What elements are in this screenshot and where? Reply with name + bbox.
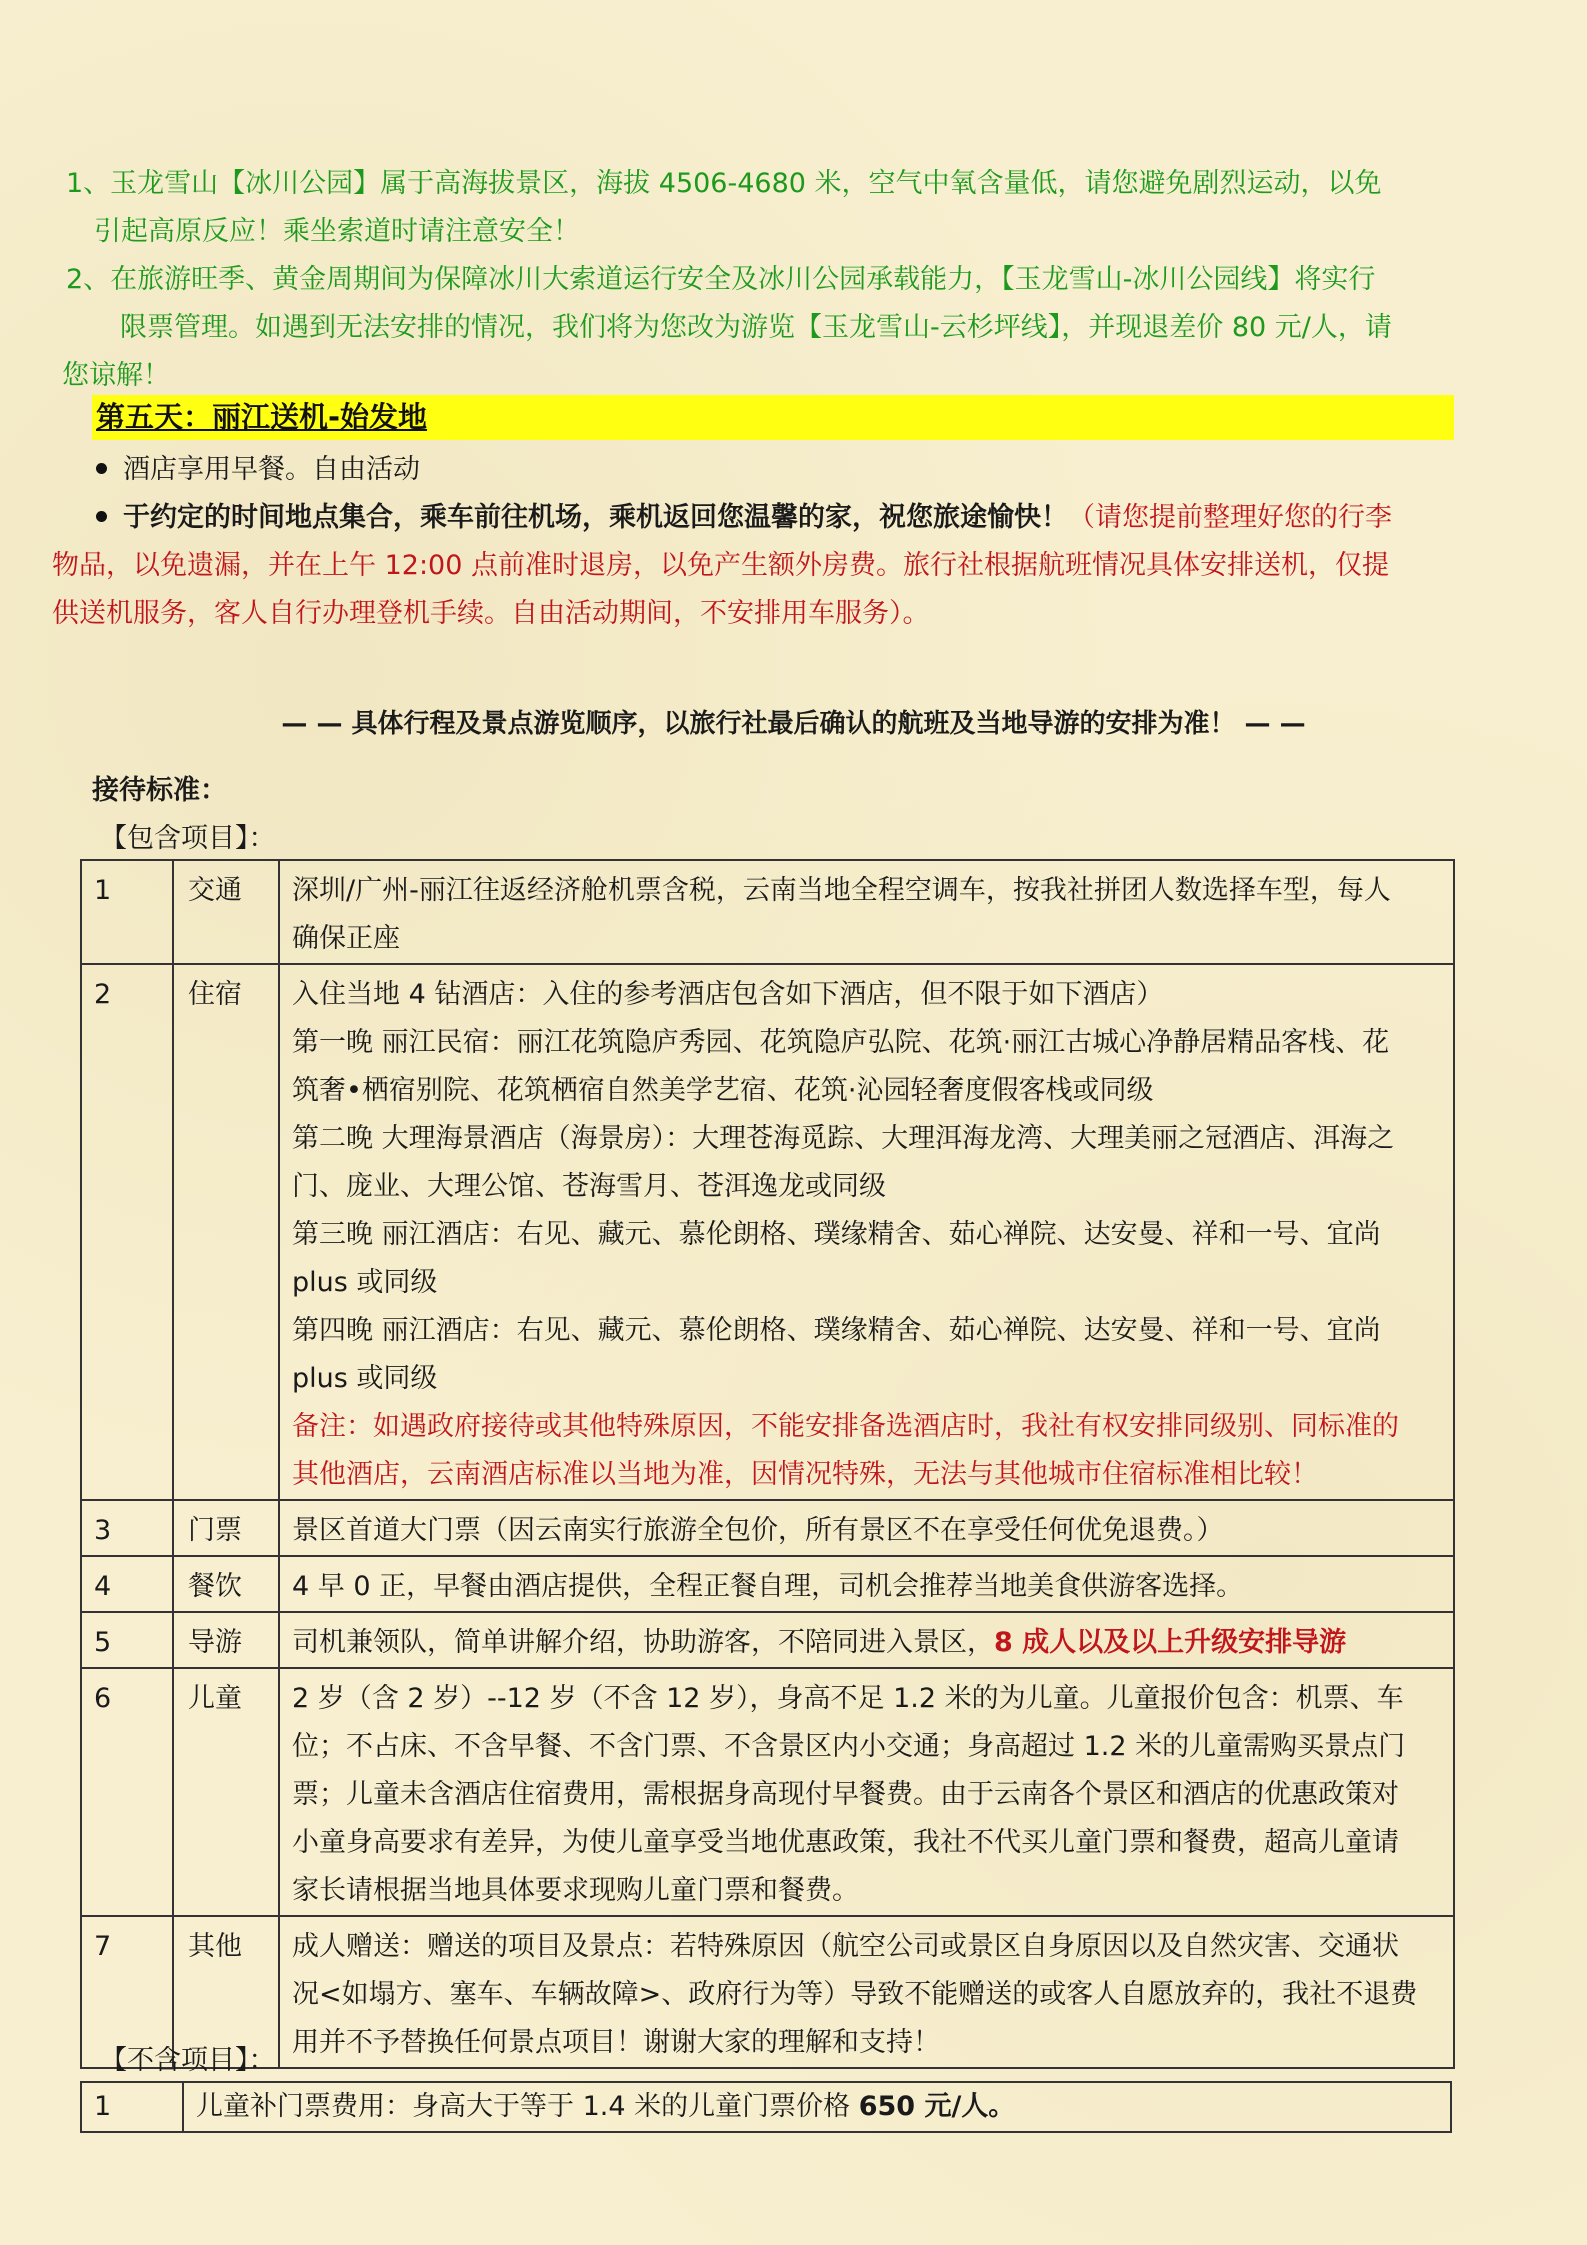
include-items-table — [80, 859, 1455, 2069]
table-row — [81, 1916, 1454, 2068]
table-row — [81, 1612, 1454, 1668]
content-line: 家长请根据当地具体要求现购儿童门票和餐费。 — [292, 1875, 859, 1906]
table-row — [81, 1668, 1454, 1916]
bullet-dot-icon — [96, 511, 107, 522]
row-category: 餐饮 — [173, 1556, 279, 1612]
bullet-item — [92, 446, 1462, 494]
note-line: 引起高原反应！乘坐索道时请注意安全！ — [94, 216, 580, 247]
content-line: 第三晚 丽江酒店：右见、藏元、慕伦朗格、璞缘精舍、茹心禅院、达安曼、祥和一号、宜尚 — [292, 1219, 1381, 1250]
content-line: 4 早 0 正，早餐由酒店提供，全程正餐自理，司机会推荐当地美食供游客选择。 — [292, 1571, 1244, 1602]
row-category: 交通 — [173, 860, 279, 964]
exclude-text: 儿童补门票费用：身高大于等于 1.4 米的儿童门票价格 — [196, 2091, 859, 2122]
note-line: 您谅解！ — [62, 360, 170, 391]
include-items-title: 【包含项目】： — [100, 823, 276, 854]
content-line: 况<如塌方、塞车、车辆故障>、政府行为等）导致不能赠送的或客人自愿放弃的，我社不退费 — [292, 1979, 1418, 2010]
bullet-red-text: 物品，以免遗漏，并在上午 12:00 点前准时退房，以免产生额外房费。旅行社根据航班情况具体安排送机，仅提 — [52, 550, 1389, 581]
reception-standard-title: 接待标准： — [92, 775, 227, 806]
day-five-banner: 第五天：丽江送机-始发地 — [92, 395, 1454, 440]
row-number: 7 — [81, 1916, 173, 2068]
row-content — [279, 860, 1454, 964]
row-content — [279, 1556, 1454, 1612]
content-line: 小童身高要求有差异，为使儿童享受当地优惠政策，我社不代买儿童门票和餐费，超高儿童请 — [292, 1827, 1399, 1858]
note-1 — [66, 160, 1461, 256]
row-content — [279, 1916, 1454, 2068]
hotel-remark-line: 备注：如遇政府接待或其他特殊原因，不能安排备选酒店时，我社有权安排同级别、同标准的 — [292, 1411, 1399, 1442]
table-row — [81, 964, 1454, 1500]
content-line: 确保正座 — [292, 923, 400, 954]
row-content — [183, 2082, 1451, 2132]
guide-upgrade-note: 8 成人以及以上升级安排导游 — [994, 1627, 1347, 1658]
row-number: 3 — [81, 1500, 173, 1556]
row-number: 4 — [81, 1556, 173, 1612]
content-line: 成人赠送：赠送的项目及景点：若特殊原因（航空公司或景区自身原因以及自然灾害、交通状 — [292, 1931, 1399, 1962]
row-category: 导游 — [173, 1612, 279, 1668]
content-line: 2 岁（含 2 岁）--12 岁（不含 12 岁），身高不足 1.2 米的为儿童。儿童报价包含：机票、车 — [292, 1683, 1404, 1714]
content-line: plus 或同级 — [292, 1363, 438, 1394]
content-line: 第二晚 大理海景酒店（海景房）：大理苍海觅踪、大理洱海龙湾、大理美丽之冠酒店、洱海之 — [292, 1123, 1395, 1154]
day-five-bullets — [52, 446, 1462, 638]
table-row — [81, 860, 1454, 964]
content-line: 第一晚 丽江民宿：丽江花筑隐庐秀园、花筑隐庐弘院、花筑·丽江古城心净静居精品客栈、花 — [292, 1027, 1390, 1058]
row-number: 1 — [81, 2082, 183, 2132]
note-2 — [62, 256, 1461, 400]
row-category: 门票 — [173, 1500, 279, 1556]
content-line: 票；儿童未含酒店住宿费用，需根据身高现付早餐费。由于云南各个景区和酒店的优惠政策对 — [292, 1779, 1399, 1810]
altitude-notes — [62, 160, 1461, 400]
content-line: 用并不予替换任何景点项目！谢谢大家的理解和支持！ — [292, 2027, 940, 2058]
row-number: 6 — [81, 1668, 173, 1916]
bullet-bold-text: 于约定的时间地点集合，乘车前往机场，乘机返回您温馨的家，祝您旅途愉快！ — [123, 502, 1068, 533]
row-content — [279, 1612, 1454, 1668]
content-line: 深圳/广州-丽江往返经济舱机票含税，云南当地全程空调车，按我社拼团人数选择车型，每人 — [292, 875, 1391, 906]
content-line: 门、庞业、大理公馆、苍海雪月、苍洱逸龙或同级 — [292, 1171, 886, 1202]
itinerary-disclaimer: — — 具体行程及景点游览顺序，以旅行社最后确认的航班及当地导游的安排为准！ — — — [281, 709, 1306, 739]
row-number: 2 — [81, 964, 173, 1500]
content-line: 位；不占床、不含早餐、不含门票、不含景区内小交通；身高超过 1.2 米的儿童需购买景点门 — [292, 1731, 1406, 1762]
note-line: 2、在旅游旺季、黄金周期间为保障冰川大索道运行安全及冰川公园承载能力，【玉龙雪山-冰川公园线】将实行 — [66, 264, 1376, 295]
bullet-red-text: （请您提前整理好您的行李 — [1068, 502, 1392, 533]
row-category: 儿童 — [173, 1668, 279, 1916]
exclude-items-title: 【不含项目】： — [100, 2045, 276, 2076]
content-line: 第四晚 丽江酒店：右见、藏元、慕伦朗格、璞缘精舍、茹心禅院、达安曼、祥和一号、宜尚 — [292, 1315, 1381, 1346]
note-line: 1、玉龙雪山【冰川公园】属于高海拔景区，海拔 4506-4680 米，空气中氧含量低，请您避免剧烈运动，以免 — [66, 168, 1382, 199]
hotel-remark-line: 其他酒店，云南酒店标准以当地为准，因情况特殊，无法与其他城市住宿标准相比较！ — [292, 1459, 1318, 1490]
bullet-text: 酒店享用早餐。自由活动 — [123, 454, 420, 485]
bullet-red-text: 供送机服务，客人自行办理登机手续。自由活动期间，不安排用车服务）。 — [52, 598, 930, 629]
table-row — [81, 2082, 1451, 2132]
table-row — [81, 1500, 1454, 1556]
row-number: 1 — [81, 860, 173, 964]
row-category: 其他 — [173, 1916, 279, 2068]
content-line: 入住当地 4 钻酒店：入住的参考酒店包含如下酒店，但不限于如下酒店） — [292, 979, 1164, 1010]
row-content — [279, 964, 1454, 1500]
note-line: 限票管理。如遇到无法安排的情况，我们将为您改为游览【玉龙雪山-云杉坪线】，并现退差价 80 元/人，请 — [120, 312, 1392, 343]
bullet-item — [92, 494, 1462, 542]
content-line: plus 或同级 — [292, 1267, 438, 1298]
exclude-items-table — [80, 2081, 1452, 2133]
bullet-dot-icon — [96, 463, 107, 474]
row-content — [279, 1500, 1454, 1556]
content-line: 景区首道大门票（因云南实行旅游全包价，所有景区不在享受任何优免退费。） — [292, 1515, 1224, 1546]
row-category: 住宿 — [173, 964, 279, 1500]
row-content — [279, 1668, 1454, 1916]
row-number: 5 — [81, 1612, 173, 1668]
table-row — [81, 1556, 1454, 1612]
guide-text: 司机兼领队，简单讲解介绍，协助游客，不陪同进入景区， — [292, 1627, 994, 1658]
exclude-price: 650 元/人。 — [858, 2091, 1016, 2122]
content-line: 筑奢•栖宿别院、花筑栖宿自然美学艺宿、花筑·沁园轻奢度假客栈或同级 — [292, 1075, 1154, 1106]
content-line — [292, 1619, 1441, 1667]
